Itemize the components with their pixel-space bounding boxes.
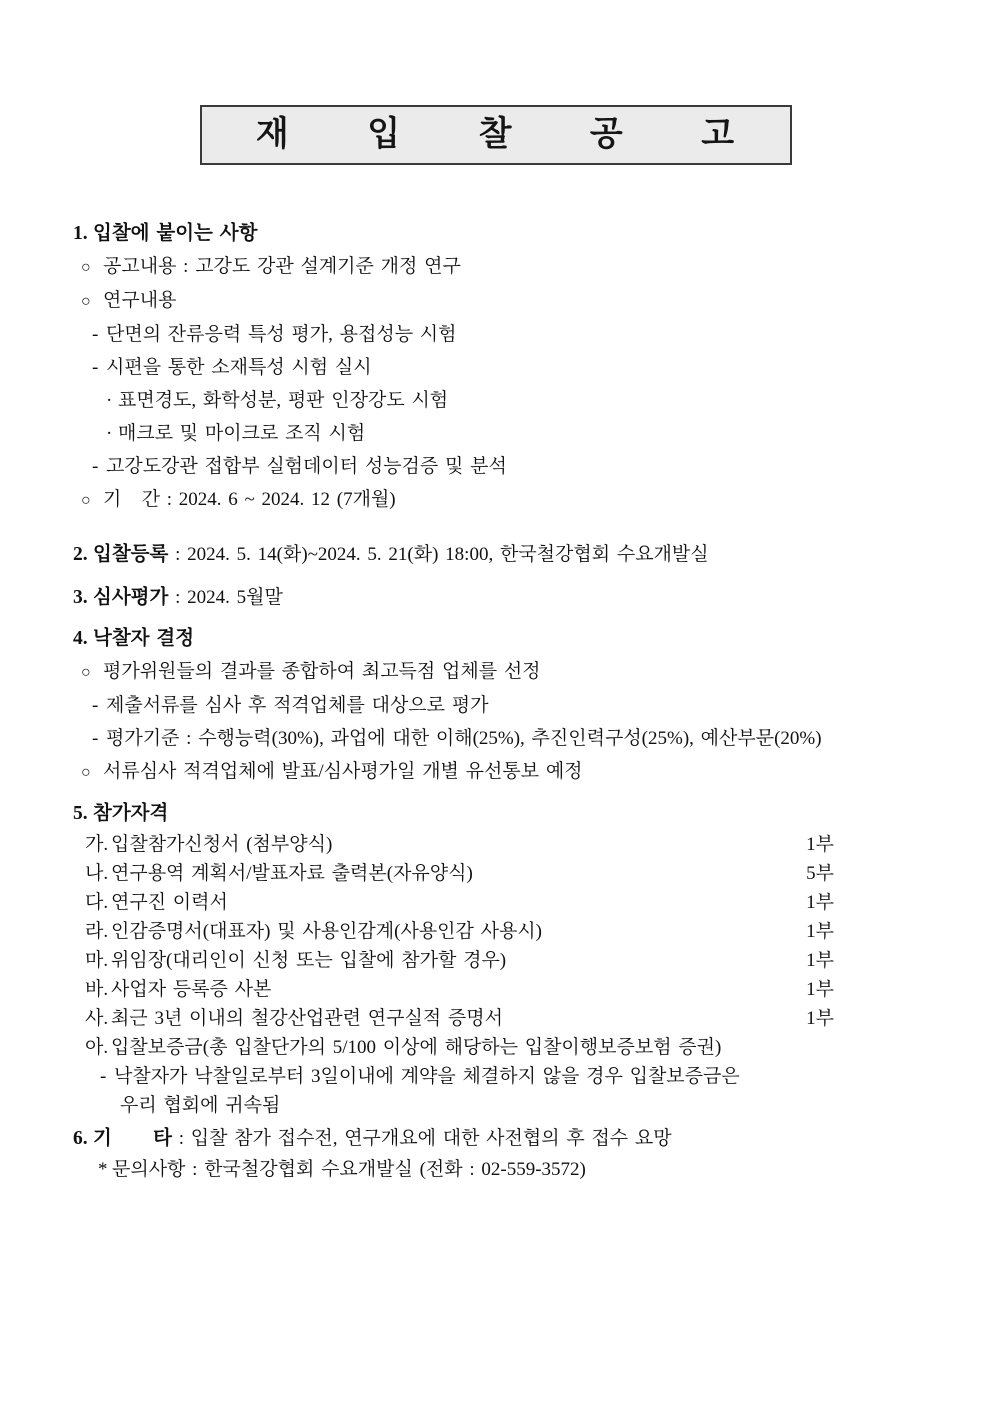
bullet-circle-icon: ○ bbox=[81, 492, 91, 509]
sub-note-line bbox=[0, 1062, 992, 1091]
section-number: 3. bbox=[73, 587, 88, 608]
section-heading bbox=[0, 217, 992, 250]
section-heading bbox=[0, 538, 992, 571]
section-heading bbox=[0, 581, 992, 614]
sub-note-continuation bbox=[0, 1091, 992, 1120]
document-body bbox=[0, 217, 992, 1184]
bullet-circle-icon: ○ bbox=[81, 664, 91, 681]
attachment-text: 연구진 이력서 bbox=[111, 892, 228, 913]
attachment-label: 마. bbox=[85, 950, 109, 971]
section-heading bbox=[0, 1122, 992, 1155]
title-box bbox=[200, 105, 792, 165]
section-number: 6. bbox=[73, 1128, 88, 1149]
attachment-count: 1부 bbox=[806, 950, 834, 971]
line-text: 낙찰자가 낙찰일로부터 3일이내에 계약을 체결하지 않을 경우 입찰보증금은 bbox=[114, 1066, 740, 1087]
page-title: 재 입 찰 공 고 bbox=[255, 116, 737, 153]
section-6 bbox=[0, 1122, 992, 1184]
bullet-line bbox=[0, 689, 992, 722]
section-heading bbox=[0, 797, 992, 830]
attachment-label: 가. bbox=[85, 834, 109, 855]
attachment-label: 다. bbox=[85, 892, 109, 913]
line-text: 공고내용 : 고강도 강관 설계기준 개정 연구 bbox=[103, 256, 461, 277]
attachment-row bbox=[0, 859, 992, 888]
section-number: 4. bbox=[73, 628, 88, 649]
bullet-circle-icon: ○ bbox=[81, 259, 91, 276]
attachment-text: 위임장(대리인이 신청 또는 입찰에 참가할 경우) bbox=[111, 950, 507, 971]
section-number: 1. bbox=[73, 223, 88, 244]
bullet-dash-icon: - bbox=[92, 324, 99, 345]
bullet-dash-icon: - bbox=[92, 695, 99, 716]
section-inline-text: : 입찰 참가 접수전, 연구개요에 대한 사전협의 후 접수 요망 bbox=[171, 1128, 672, 1149]
attachment-count: 1부 bbox=[806, 979, 834, 1000]
bullet-circle-icon: ○ bbox=[81, 764, 91, 781]
line-text: 기 간 : 2024. 6 ~ 2024. 12 (7개월) bbox=[103, 489, 396, 510]
line-text: 매크로 및 마이크로 조직 시험 bbox=[118, 423, 366, 444]
section-title: 참가자격 bbox=[93, 803, 169, 824]
attachment-row bbox=[0, 830, 992, 859]
attachment-row bbox=[0, 1004, 992, 1033]
bullet-line bbox=[0, 384, 992, 417]
bullet-line bbox=[0, 722, 992, 755]
line-text: 연구내용 bbox=[103, 290, 177, 311]
bullet-line bbox=[0, 284, 992, 318]
bullet-dash-icon: - bbox=[92, 456, 99, 477]
attachment-text: 입찰참가신청서 (첨부양식) bbox=[111, 834, 333, 855]
attachment-row bbox=[0, 888, 992, 917]
bullet-dot-icon: · bbox=[106, 390, 113, 411]
line-text: 평가기준 : 수행능력(30%), 과업에 대한 이해(25%), 추진인력구성(25%), 예산부문(20%) bbox=[106, 728, 822, 749]
bullet-line bbox=[0, 250, 992, 284]
attachment-label: 아. bbox=[85, 1037, 109, 1058]
attachment-text: 최근 3년 이내의 철강산업관련 연구실적 증명서 bbox=[111, 1008, 503, 1029]
section-number: 2. bbox=[73, 544, 88, 565]
line-text: 제출서류를 심사 후 적격업체를 대상으로 평가 bbox=[106, 695, 489, 716]
bullet-line bbox=[0, 450, 992, 483]
bullet-dash-icon: - bbox=[92, 357, 99, 378]
asterisk-icon: * bbox=[98, 1159, 108, 1180]
line-text: 우리 협회에 귀속됨 bbox=[120, 1095, 281, 1116]
section-heading bbox=[0, 622, 992, 655]
section-title: 낙찰자 결정 bbox=[93, 628, 195, 649]
attachment-row bbox=[0, 1033, 992, 1062]
line-text: 서류심사 적격업체에 발표/심사평가일 개별 유선통보 예정 bbox=[103, 761, 583, 782]
attachment-label: 나. bbox=[85, 863, 109, 884]
attachment-label: 라. bbox=[85, 921, 109, 942]
line-text: 시편을 통한 소재특성 시험 실시 bbox=[106, 357, 372, 378]
bullet-line bbox=[0, 318, 992, 351]
section-number: 5. bbox=[73, 803, 88, 824]
section-1 bbox=[0, 217, 992, 517]
section-inline-text: : 2024. 5. 14(화)~2024. 5. 21(화) 18:00, 한국철강협회 수요개발실 bbox=[168, 544, 709, 565]
section-2 bbox=[0, 538, 992, 571]
attachment-text: 인감증명서(대표자) 및 사용인감계(사용인감 사용시) bbox=[111, 921, 542, 942]
bullet-dash-icon: - bbox=[92, 728, 99, 749]
attachment-text: 입찰보증금(총 입찰단가의 5/100 이상에 해당하는 입찰이행보증보험 증권) bbox=[111, 1037, 722, 1058]
bullet-line bbox=[0, 655, 992, 689]
bullet-line bbox=[0, 351, 992, 384]
section-title: 입찰등록 bbox=[93, 544, 169, 565]
line-text: 평가위원들의 결과를 종합하여 최고득점 업체를 선정 bbox=[103, 661, 541, 682]
bullet-line bbox=[0, 483, 992, 517]
section-5 bbox=[0, 797, 992, 1120]
line-text: 표면경도, 화학성분, 평판 인장강도 시험 bbox=[118, 390, 449, 411]
section-3 bbox=[0, 581, 992, 614]
attachment-count: 1부 bbox=[806, 834, 834, 855]
bullet-dash-icon: - bbox=[100, 1066, 107, 1087]
attachment-label: 바. bbox=[85, 979, 109, 1000]
attachment-count: 1부 bbox=[806, 1008, 834, 1029]
attachment-label: 사. bbox=[85, 1008, 109, 1029]
contact-text: 문의사항 : 한국철강협회 수요개발실 (전화 : 02-559-3572) bbox=[112, 1159, 586, 1180]
contact-note-line bbox=[0, 1155, 992, 1184]
bullet-line bbox=[0, 417, 992, 450]
attachment-row bbox=[0, 946, 992, 975]
attachment-count: 1부 bbox=[806, 892, 834, 913]
section-inline-text: : 2024. 5월말 bbox=[168, 587, 283, 608]
attachment-text: 연구용역 계획서/발표자료 출력본(자유양식) bbox=[111, 863, 473, 884]
attachment-text: 사업자 등록증 사본 bbox=[111, 979, 272, 1000]
section-title: 입찰에 붙이는 사항 bbox=[93, 223, 258, 244]
bullet-dot-icon: · bbox=[106, 423, 113, 444]
section-title: 기 타 bbox=[93, 1128, 172, 1149]
attachment-count: 5부 bbox=[806, 863, 834, 884]
line-text: 고강도강관 접합부 실험데이터 성능검증 및 분석 bbox=[106, 456, 507, 477]
attachment-row bbox=[0, 917, 992, 946]
section-4 bbox=[0, 622, 992, 789]
bullet-circle-icon: ○ bbox=[81, 293, 91, 310]
line-text: 단면의 잔류응력 특성 평가, 용접성능 시험 bbox=[106, 324, 457, 345]
bullet-line bbox=[0, 755, 992, 789]
attachment-count: 1부 bbox=[806, 921, 834, 942]
attachment-row bbox=[0, 975, 992, 1004]
section-title: 심사평가 bbox=[93, 587, 169, 608]
